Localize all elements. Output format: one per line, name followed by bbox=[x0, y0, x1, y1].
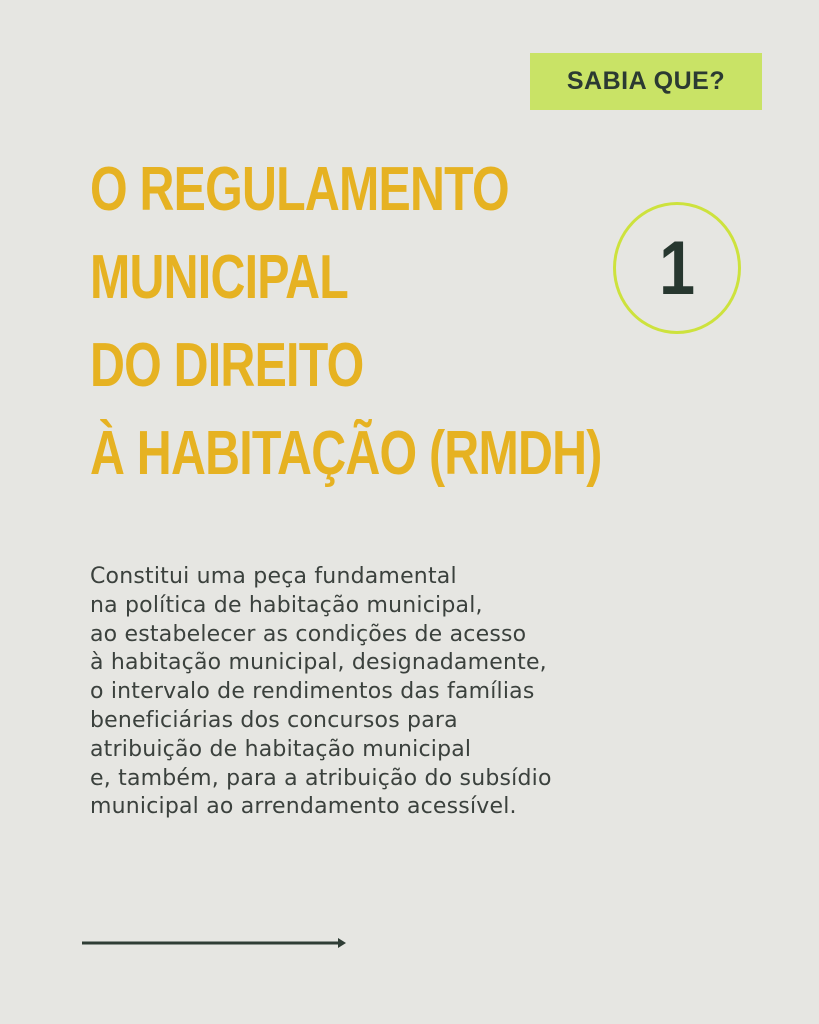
title-line-1: O REGULAMENTO bbox=[90, 155, 509, 224]
body-line: e, também, para a atribuição do subsídio bbox=[90, 765, 552, 791]
slide-number: 1 bbox=[659, 225, 695, 311]
title-line-2: MUNICIPAL bbox=[90, 243, 349, 312]
body-line: o intervalo de rendimentos das famílias bbox=[90, 679, 535, 705]
body-line: na política de habitação municipal, bbox=[90, 592, 483, 618]
body-line: beneficiárias dos concursos para bbox=[90, 707, 458, 733]
body-line: à habitação municipal, designadamente, bbox=[90, 650, 547, 676]
title-line-4: À HABITAÇÃO (RMDH) bbox=[90, 419, 602, 488]
badge-label: SABIA QUE? bbox=[566, 67, 726, 95]
body-line: atribuição de habitação municipal bbox=[90, 736, 472, 762]
title-line-3: DO DIREITO bbox=[90, 331, 364, 400]
body-line: ao estabelecer as condições de acesso bbox=[90, 621, 527, 647]
body-line: municipal ao arrendamento acessível. bbox=[90, 794, 517, 820]
description-paragraph bbox=[90, 563, 650, 822]
page-title bbox=[90, 146, 650, 498]
sabia-que-badge bbox=[530, 53, 762, 110]
body-line: Constitui uma peça fundamental bbox=[90, 564, 457, 589]
slide-number-circle bbox=[613, 202, 741, 334]
arrow-right-icon[interactable] bbox=[82, 935, 348, 951]
